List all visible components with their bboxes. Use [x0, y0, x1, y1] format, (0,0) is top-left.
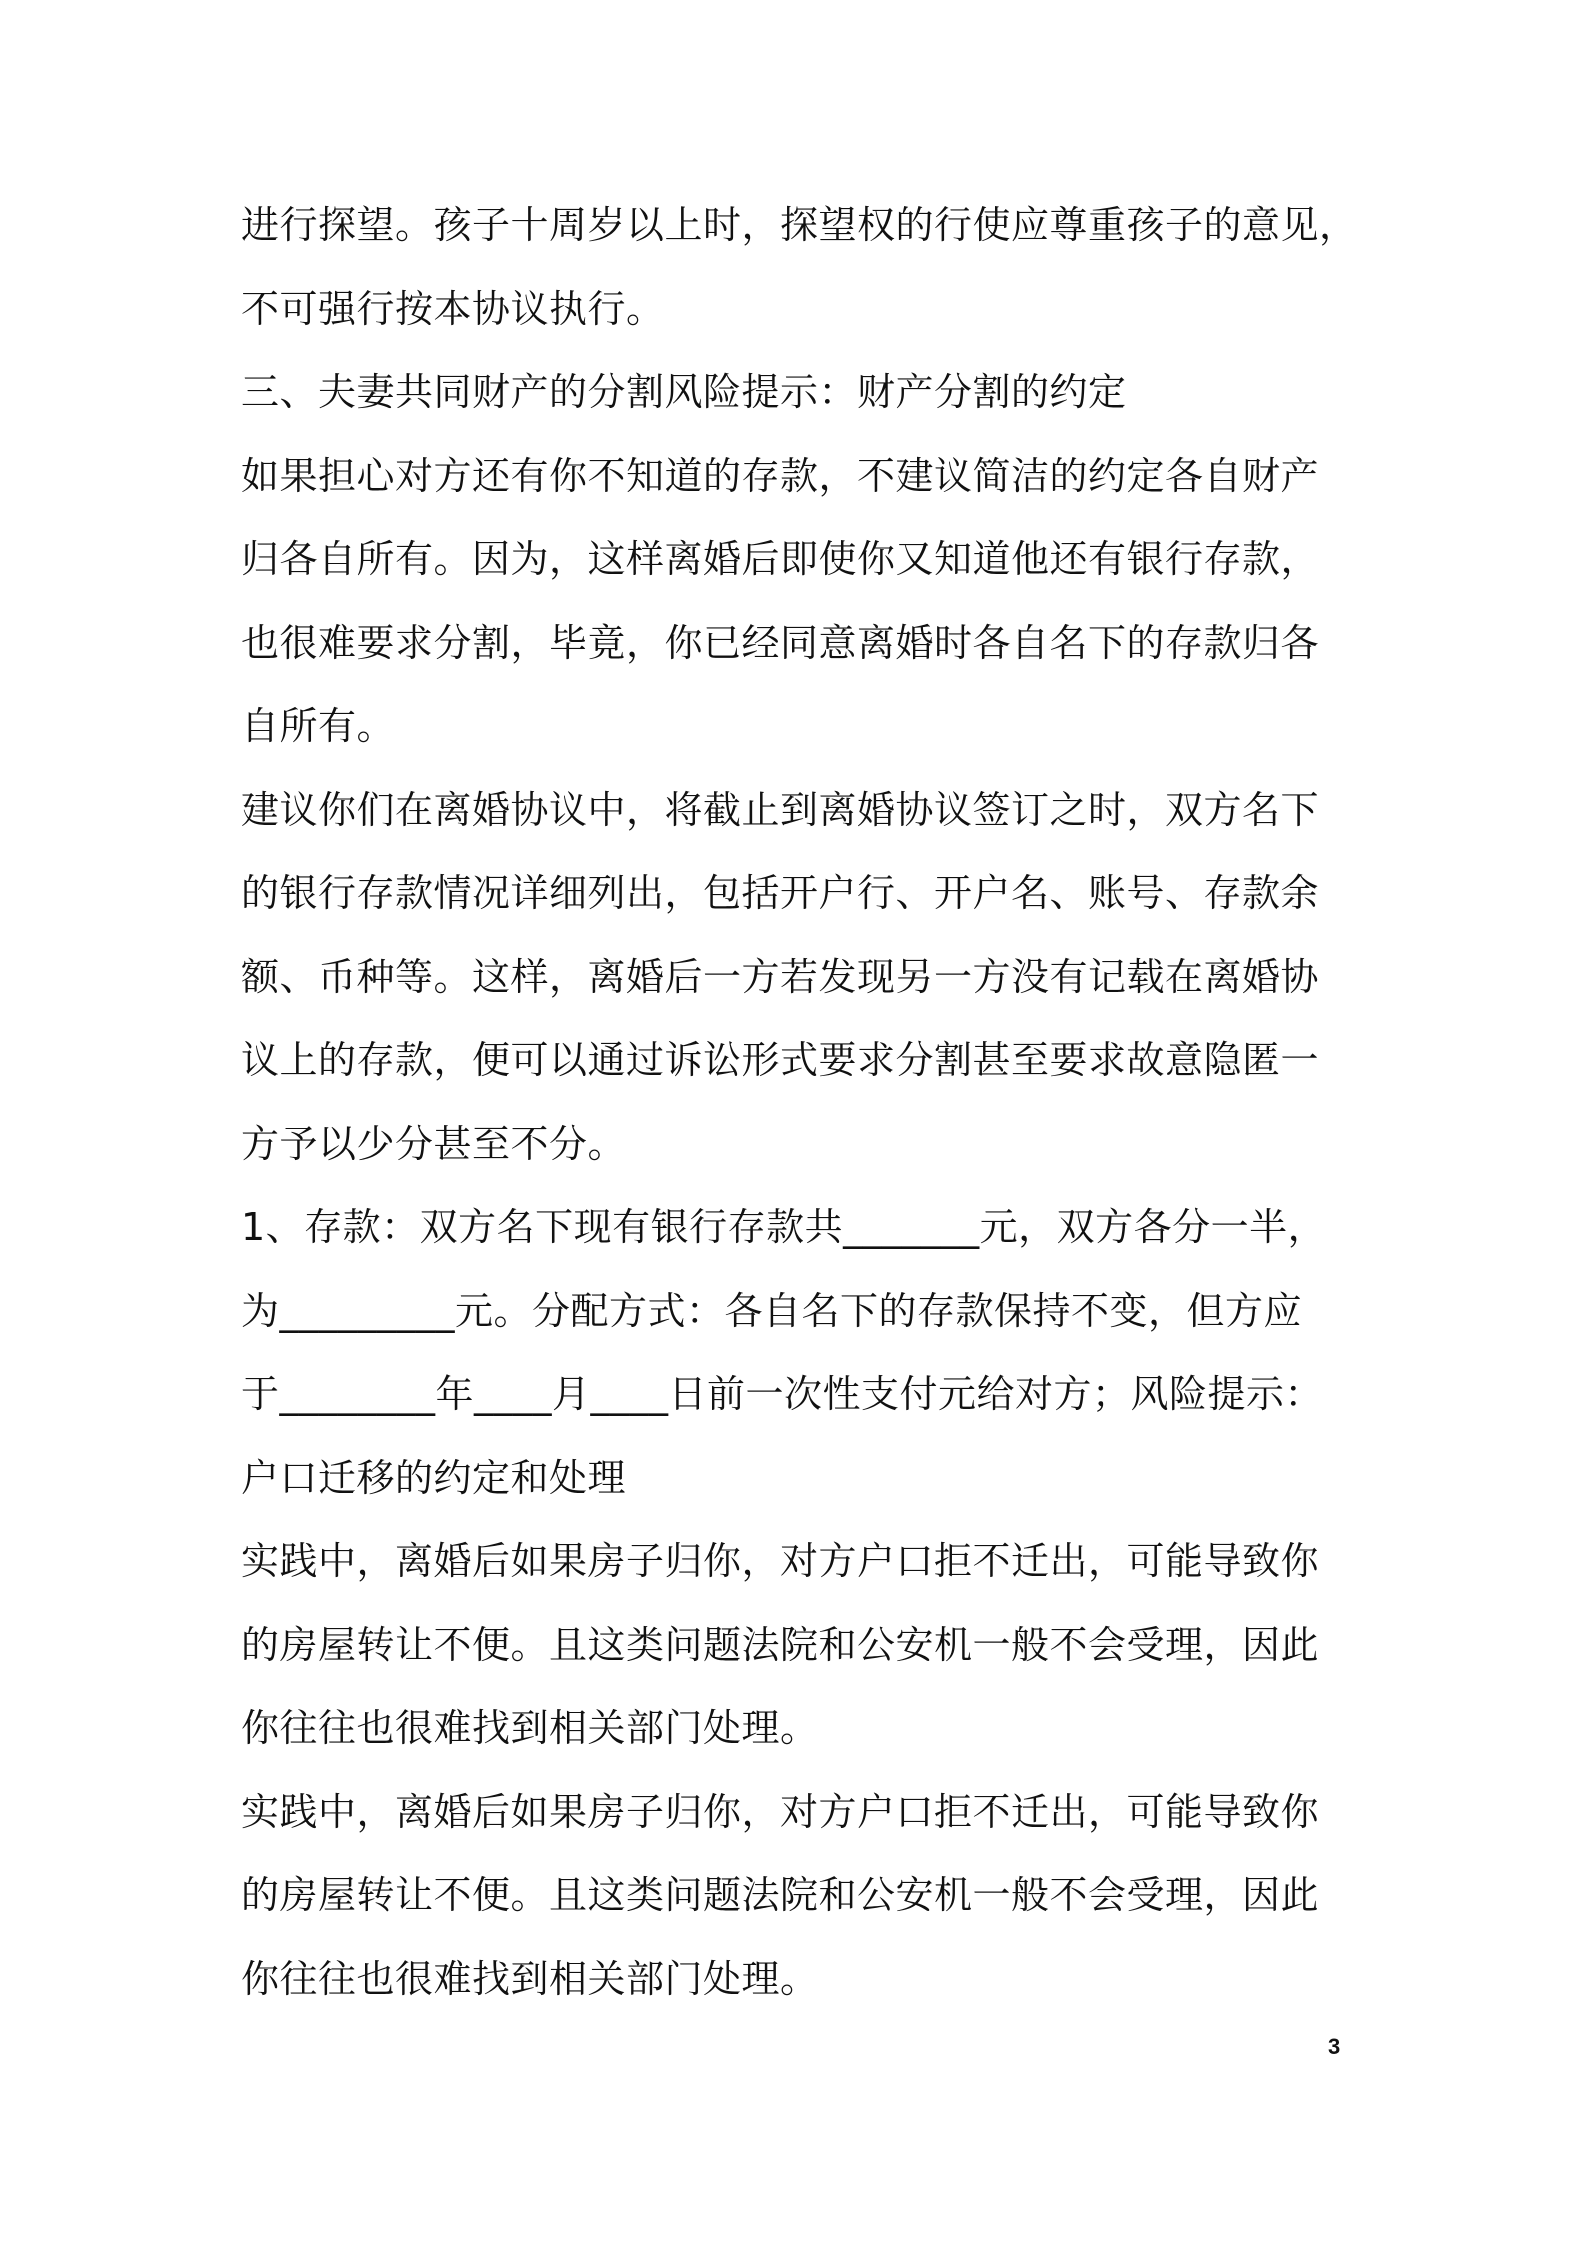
document-body	[241, 184, 1361, 2021]
text-line: 自所有。	[241, 704, 396, 748]
text-line: 的房屋转让不便。且这类问题法院和公安机一般不会受理，因此	[241, 1873, 1320, 1917]
text-line: 议上的存款，便可以通过诉讼形式要求分割甚至要求故意隐匿一	[241, 1038, 1320, 1082]
page-number: 3	[1328, 2034, 1341, 2059]
text-line: 如果担心对方还有你不知道的存款，不建议简洁的约定各自财产	[241, 453, 1320, 498]
text-line: 不可强行按本协议执行。	[241, 286, 665, 331]
text-line: 进行探望。孩子十周岁以上时，探望权的行使应尊重孩子的意见，	[241, 203, 1358, 247]
text-line: 你往往也很难找到相关部门处理。	[241, 1956, 819, 2001]
text-line: 1、存款：双方名下现有银行存款共_______元，双方各分一半，	[241, 1205, 1327, 1249]
section-heading: 三、夫妻共同财产的分割风险提示：财产分割的约定	[241, 370, 1127, 414]
text-line: 户口迁移的约定和处理	[241, 1455, 627, 1500]
text-line: 的房屋转让不便。且这类问题法院和公安机一般不会受理，因此	[241, 1622, 1320, 1667]
text-line: 建议你们在离婚协议中，将截止到离婚协议签订之时，双方名下	[241, 787, 1320, 832]
text-line: 实践中，离婚后如果房子归你，对方户口拒不迁出，可能导致你	[241, 1789, 1320, 1834]
text-line: 归各自所有。因为，这样离婚后即使你又知道他还有银行存款，	[241, 537, 1320, 581]
text-line: 的银行存款情况详细列出，包括开户行、开户名、账号、存款余	[241, 871, 1320, 915]
text-line: 于________年____月____日前一次性支付元给对方；风险提示：	[241, 1372, 1324, 1416]
text-line: 方予以少分甚至不分。	[241, 1121, 627, 1166]
text-line: 你往往也很难找到相关部门处理。	[241, 1706, 819, 1750]
text-line: 实践中，离婚后如果房子归你，对方户口拒不迁出，可能导致你	[241, 1539, 1320, 1583]
text-line: 为_________元。分配方式：各自名下的存款保持不变，但方应	[241, 1288, 1303, 1333]
text-line: 也很难要求分割，毕竟，你已经同意离婚时各自名下的存款归各	[241, 620, 1320, 665]
text-line: 额、币种等。这样，离婚后一方若发现另一方没有记载在离婚协	[241, 954, 1320, 999]
